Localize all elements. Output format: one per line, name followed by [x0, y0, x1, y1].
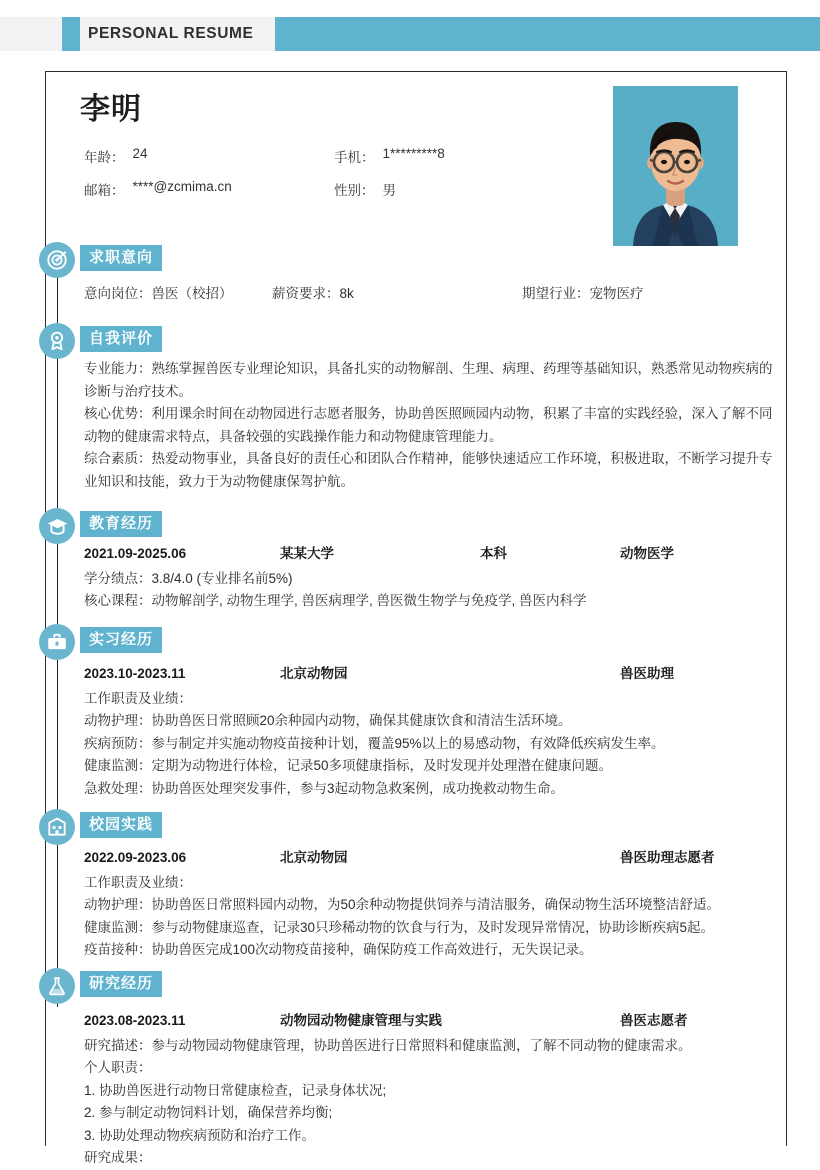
field-value: 24 [132, 146, 148, 161]
section-title-education: 教育经历 [80, 511, 162, 537]
internship-date: 2023.10-2023.11 [84, 666, 186, 681]
research-detail: 研究成果： [84, 1150, 152, 1165]
self-evaluation-paragraph: 专业能力：熟练掌握兽医专业理论知识，具备扎实的动物解剖、生理、病理、药理等基础知识，熟悉常见动物疾病的诊断与治疗技术。 [84, 361, 773, 399]
section-title-self-evaluation: 自我评价 [80, 326, 162, 352]
self-evaluation-body [84, 358, 774, 493]
section-title-campus-practice: 校园实践 [80, 812, 162, 838]
research-detail: 2. 参与制定动物饲料计划，确保营养均衡; [84, 1105, 333, 1120]
campus-practice-detail: 健康监测：参与动物健康巡查，记录30只珍稀动物的饮食与行为，及时发现异常情况，协助诊断疾病5起。 [84, 919, 715, 935]
target-icon [39, 242, 75, 278]
research-detail: 个人职责： [84, 1060, 152, 1075]
self-evaluation-paragraph: 核心优势：利用课余时间在动物园进行志愿者服务，协助兽医照顾园内动物，积累了丰富的实践经验，深入了解不同动物的健康需求特点，具备较强的实践操作能力和动物健康管理能力。 [84, 406, 773, 444]
campus-practice-detail: 疫苗接种：协助兽医完成100次动物疫苗接种，确保防疫工作高效进行，无失误记录。 [84, 942, 593, 957]
research-date: 2023.08-2023.11 [84, 1013, 186, 1028]
job-intent-salary [272, 283, 522, 306]
internship-header-row [84, 663, 774, 686]
internship-detail: 动物护理：协助兽医日常照顾20余种园内动物，确保其健康饮食和清洁生活环境。 [84, 713, 572, 728]
research-detail: 研究描述：参与动物园动物健康管理，协助兽医进行日常照料和健康监测，了解不同动物的健康需求。 [84, 1037, 692, 1053]
job-intent-position [84, 283, 272, 306]
section-title-internship: 实习经历 [80, 627, 162, 653]
profile-info-row [84, 146, 584, 166]
profile-field-age [84, 146, 334, 166]
briefcase-icon [39, 624, 75, 660]
field-value: 1*********8 [382, 146, 445, 161]
campus-practice-role: 兽医助理志愿者 [620, 850, 715, 865]
spacer [480, 847, 620, 870]
education-degree: 本科 [480, 546, 507, 561]
campus-practice-header-row [84, 847, 774, 870]
education-detail: 核心课程：动物解剖学, 动物生理学, 兽医病理学, 兽医微生物学与免疫学, 兽医内科学 [84, 593, 587, 608]
profile-field-phone [334, 146, 445, 166]
field-value: 男 [382, 183, 396, 198]
research-detail: 3. 协助处理动物疾病预防和治疗工作。 [84, 1127, 316, 1143]
field-label: 手机： [334, 150, 375, 165]
internship-role: 兽医助理 [620, 666, 674, 681]
internship-detail: 急救处理：协助兽医处理突发事件，参与3起动物急救案例，成功挽救动物生命。 [84, 780, 565, 796]
job-intent-body [84, 283, 774, 306]
campus-practice-body [84, 847, 774, 962]
education-major: 动物医学 [620, 546, 674, 561]
medal-icon [39, 323, 75, 359]
internship-detail: 工作职责及业绩： [84, 690, 192, 706]
photo-illustration [613, 86, 738, 246]
profile-field-email [84, 179, 334, 199]
research-role: 兽医志愿者 [620, 1013, 688, 1028]
flask-icon [39, 968, 75, 1004]
banner-accent-block [62, 17, 80, 51]
section-title-research: 研究经历 [80, 971, 162, 997]
research-header-row [84, 1010, 774, 1033]
research-project: 动物园动物健康管理与实践 [280, 1013, 442, 1028]
research-detail: 1. 协助兽医进行动物日常健康检查，记录身体状况; [84, 1082, 387, 1098]
profile-field-gender [334, 179, 396, 199]
field-label: 薪资要求： [272, 286, 340, 301]
research-body [84, 1010, 774, 1170]
field-label: 性别： [334, 183, 375, 198]
candidate-photo [613, 86, 738, 246]
education-header-row [84, 543, 774, 566]
field-label: 期望行业： [522, 286, 590, 301]
internship-detail: 健康监测：定期为动物进行体检，记录50多项健康指标，及时发现并处理潜在健康问题。 [84, 758, 613, 773]
job-intent-row [84, 283, 774, 306]
spacer [480, 663, 620, 686]
field-label: 邮箱： [84, 183, 125, 198]
top-banner [0, 17, 820, 51]
education-date: 2021.09-2025.06 [84, 546, 187, 561]
education-detail: 学分绩点：3.8/4.0 (专业排名前5%) [84, 570, 293, 586]
field-value: 8k [339, 286, 354, 301]
campus-practice-date: 2022.09-2023.06 [84, 850, 187, 865]
candidate-name: 李明 [80, 93, 142, 126]
field-value: 宠物医疗 [589, 286, 644, 301]
section-title-job-intent: 求职意向 [80, 245, 162, 271]
banner-accent-bar [275, 17, 820, 51]
profile-info-grid [84, 146, 584, 212]
field-value: ****@zcmima.cn [132, 179, 232, 194]
campus-practice-org: 北京动物园 [280, 850, 348, 865]
campus-practice-detail: 动物护理：协助兽医日常照料园内动物，为50余种动物提供饲养与清洁服务，确保动物生活环境整洁舒适。 [84, 897, 721, 912]
field-value: 兽医（校招） [151, 286, 233, 301]
campus-practice-detail: 工作职责及业绩： [84, 874, 192, 890]
field-label: 年龄： [84, 150, 125, 165]
graduation-cap-icon [39, 508, 75, 544]
internship-detail: 疾病预防：参与制定并实施动物疫苗接种计划，覆盖95%以上的易感动物，有效降低疾病发生率。 [84, 735, 665, 751]
field-label: 意向岗位： [84, 286, 152, 301]
education-school: 某某大学 [280, 546, 334, 561]
job-intent-industry [522, 283, 644, 306]
internship-body [84, 663, 774, 800]
self-evaluation-paragraph: 综合素质：热爱动物事业，具备良好的责任心和团队合作精神，能够快速适应工作环境，积极进取，不断学习提升专业知识和技能，致力于为动物健康保驾护航。 [84, 451, 773, 489]
profile-info-row [84, 179, 584, 199]
education-body [84, 543, 774, 613]
school-building-icon [39, 809, 75, 845]
internship-org: 北京动物园 [280, 666, 348, 681]
banner-title: PERSONAL RESUME [88, 25, 254, 42]
